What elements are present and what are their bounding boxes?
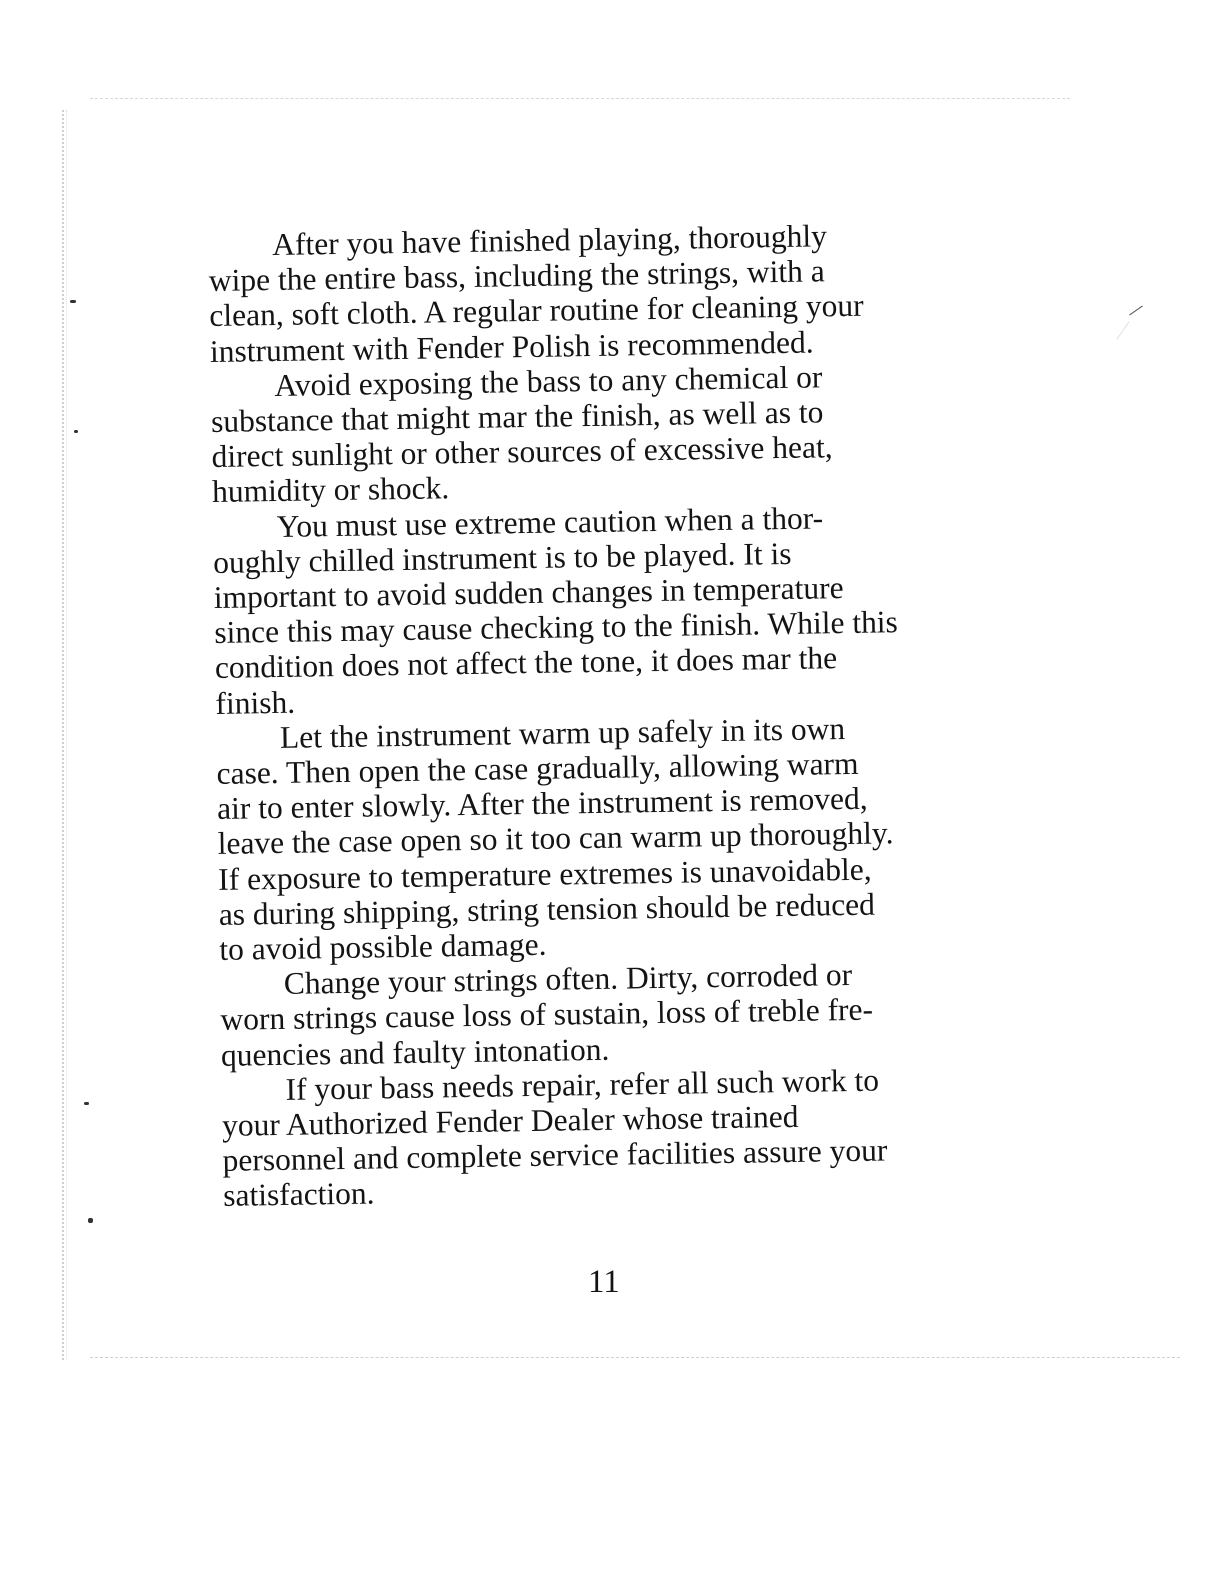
text-line: humidity or shock. xyxy=(211,470,450,510)
scan-mark xyxy=(1116,321,1129,340)
paragraph-warm-up xyxy=(216,708,1010,967)
text-line: If exposure to temperature extremes is unavoidable, xyxy=(217,851,872,897)
text-line: clean, soft cloth. A regular routine for cleaning your xyxy=(209,288,864,334)
text-line: Change your strings often. Dirty, corroded or xyxy=(283,957,853,1002)
text-line: quencies and faulty intonation. xyxy=(220,1031,610,1073)
text-line: instrument with Fender Polish is recommended. xyxy=(209,324,814,369)
paragraph-repair xyxy=(221,1060,1013,1213)
text-line: Let the instrument warm up safely in its own xyxy=(279,710,846,755)
page-number: 11 xyxy=(588,1264,620,1300)
scan-edge-left-shadow xyxy=(66,110,67,1360)
text-line: important to avoid sudden changes in temperature xyxy=(213,570,844,615)
text-line: leave the case open so it too can warm up thoroughly. xyxy=(217,815,894,862)
body-text xyxy=(208,216,1013,1214)
scan-speck xyxy=(74,430,78,433)
scan-edge-bottom xyxy=(90,1357,1180,1358)
text-line: satisfaction. xyxy=(222,1175,375,1214)
text-line: If your bass needs repair, refer all such work to xyxy=(285,1062,880,1107)
scan-mark xyxy=(1129,306,1143,316)
paragraph-exposure xyxy=(210,356,1002,509)
text-line: wipe the entire bass, including the strings, with a xyxy=(208,253,825,299)
text-line: direct sunlight or other sources of excessive heat, xyxy=(211,429,833,475)
paragraph-temperature xyxy=(212,497,1005,721)
scan-speck xyxy=(70,300,76,303)
text-line: as during shipping, string tension should be reduced xyxy=(218,886,876,932)
text-line: worn strings cause loss of sustain, loss of treble fre- xyxy=(220,992,874,1038)
text-line: since this may cause checking to the finish. While this xyxy=(214,604,899,651)
paragraph-strings xyxy=(220,955,1012,1073)
text-line: substance that might mar the finish, as well as to xyxy=(210,394,824,439)
scan-edge-left xyxy=(62,110,64,1360)
text-line: your Authorized Fender Dealer whose trained xyxy=(221,1098,799,1143)
text-line: You must use extreme caution when a thor- xyxy=(276,500,824,544)
text-line: condition does not affect the tone, it does mar the xyxy=(214,640,838,686)
text-line: to avoid possible damage. xyxy=(219,926,547,967)
text-line: oughly chilled instrument is to be played. It is xyxy=(212,535,792,580)
scan-edge-top xyxy=(90,98,1070,99)
scan-speck xyxy=(84,1102,89,1105)
text-line: personnel and complete service facilities assure your xyxy=(222,1132,888,1179)
text-line: finish. xyxy=(215,684,296,721)
text-line: case. Then open the case gradually, allowing warm xyxy=(216,745,859,791)
text-line: Avoid exposing the bass to any chemical or xyxy=(274,359,823,403)
scan-speck xyxy=(88,1218,93,1223)
text-line: air to enter slowly. After the instrument is removed, xyxy=(216,780,868,827)
text-line: After you have finished playing, thoroughly xyxy=(271,218,828,262)
paragraph-cleaning xyxy=(208,216,1000,369)
